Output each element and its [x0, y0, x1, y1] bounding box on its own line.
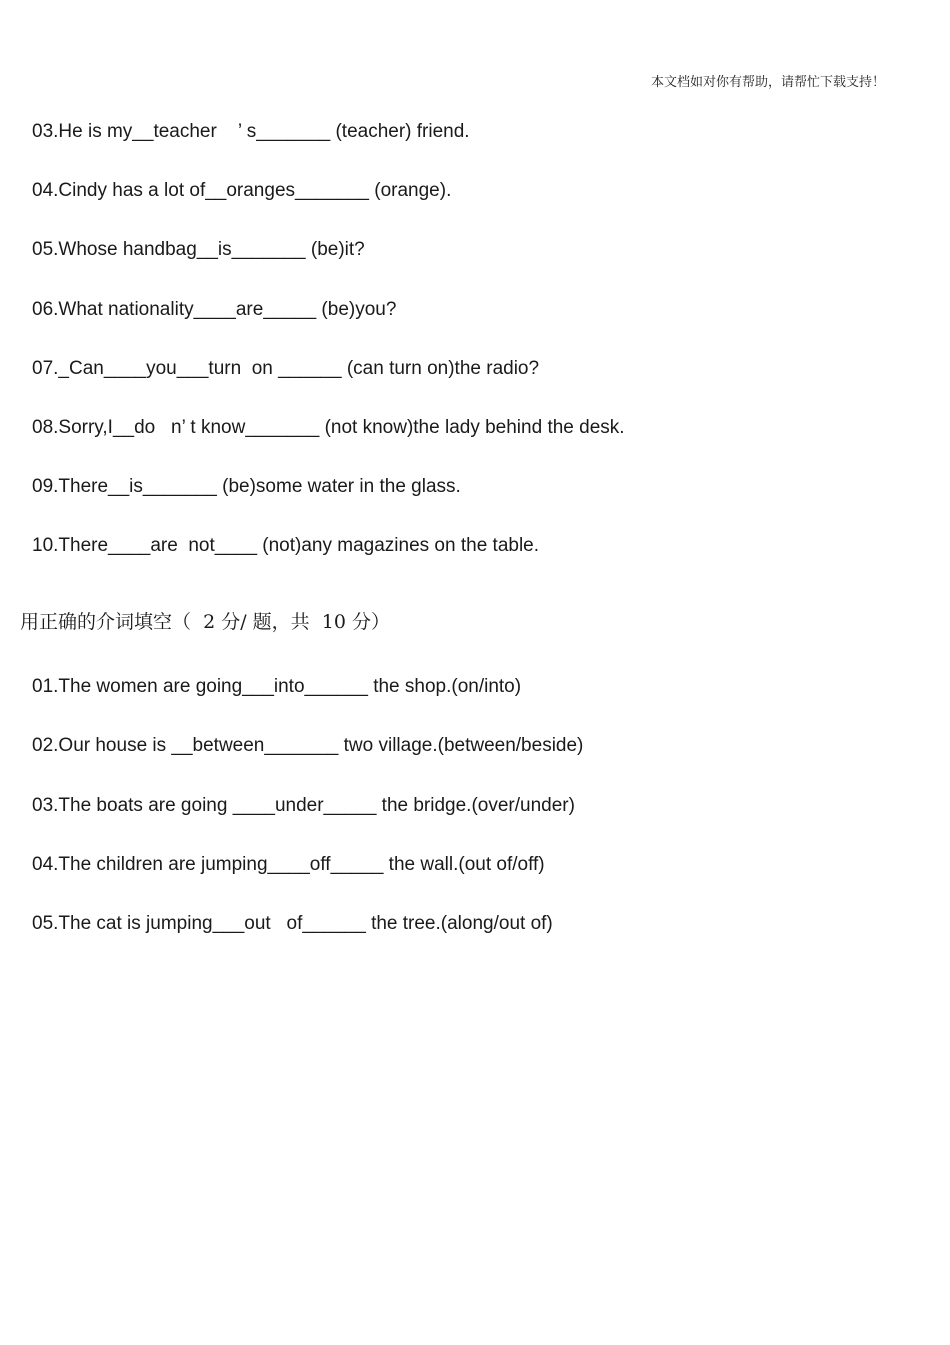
section-title: 用正确的介词填空（ 2 分/ 题，共 10 分） [20, 611, 390, 633]
exercise-line: 04.The children are jumping____off_____ the wall.(out of/off) [32, 854, 545, 875]
header-note: 本文档如对你有帮助，请帮忙下载支持！ [650, 75, 885, 90]
exercise-line: 05.The cat is jumping___out of______ the tree.(along/out of) [32, 913, 553, 934]
exercise-line: 01.The women are going___into______ the shop.(on/into) [32, 676, 522, 697]
exercise-line: 03.The boats are going ____under_____ the bridge.(over/under) [32, 795, 575, 816]
exercise-line: 09.There__is_______ (be)some water in the glass. [32, 476, 461, 497]
exercise-line: 03.He is my__teacher ’ s_______ (teacher) friend. [32, 121, 470, 142]
exercise-line: 08.Sorry,I__do n’ t know_______ (not know)the lady behind the desk. [32, 417, 625, 438]
exercise-line: 10.There____are not____ (not)any magazines on the table. [32, 535, 540, 556]
exercise-line: 07._Can____you___turn on ______ (can turn on)the radio? [32, 358, 540, 379]
exercise-line: 02.Our house is __between_______ two village.(between/beside) [32, 735, 584, 756]
exercise-line: 06.What nationality____are_____ (be)you? [32, 299, 397, 320]
exercise-line: 05.Whose handbag__is_______ (be)it? [32, 239, 365, 260]
exercise-line: 04.Cindy has a lot of__oranges_______ (orange). [32, 180, 452, 201]
